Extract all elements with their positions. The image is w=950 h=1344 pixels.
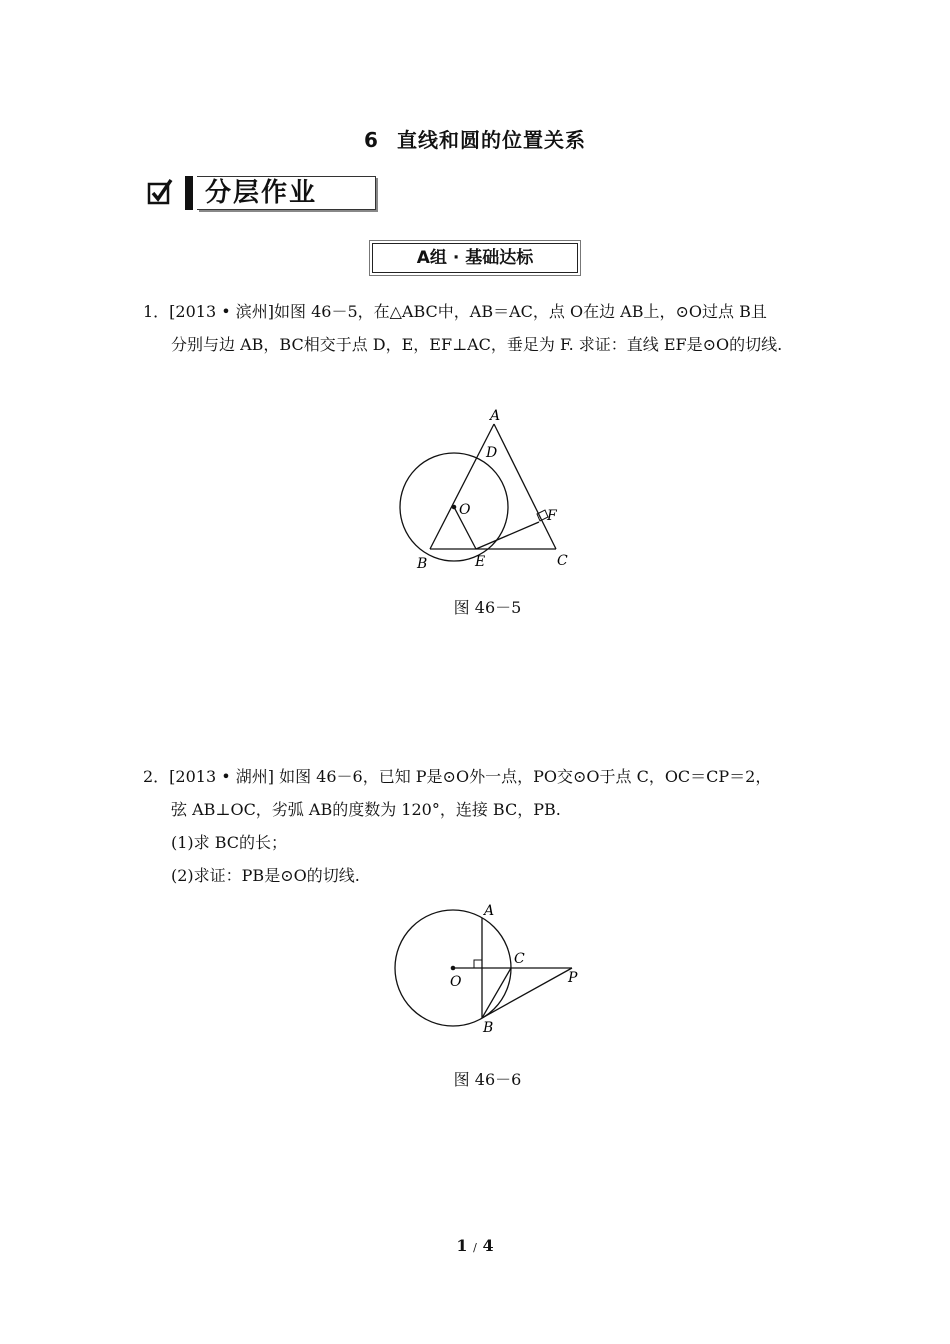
label-e: E [475, 554, 486, 570]
question-1-line1: 1．[2013 • 滨州]如图 46－5，在△ABC中，AB＝AC，点 O在边 AB上，⊙O过点 B且 [143, 302, 767, 321]
center-point-o [451, 966, 456, 971]
center-point-o [452, 505, 457, 510]
figure-46-5-caption: 图 46－5 [453, 598, 522, 617]
question-2-part2: (2)求证：PB是⊙O的切线. [171, 866, 360, 885]
label-d: D [486, 445, 498, 461]
figure-46-6-caption: 图 46－6 [453, 1070, 522, 1089]
page-separator: / [473, 1241, 477, 1254]
page-current: 1 [456, 1236, 468, 1255]
question-2 [143, 760, 843, 892]
question-2-part1: (1)求 BC的长； [171, 833, 288, 852]
section-number: 6 [364, 128, 379, 152]
page-number [0, 1236, 950, 1255]
segment-ab [430, 424, 494, 549]
label-b: B [483, 1020, 494, 1036]
segment-pb [482, 968, 572, 1018]
figure-46-5 [390, 400, 580, 575]
section-title: 直线和圆的位置关系 [396, 128, 586, 152]
label-a: A [490, 408, 501, 424]
banner-bar [185, 176, 193, 210]
label-c: C [514, 951, 525, 967]
page-title [0, 124, 950, 153]
figure-46-6 [390, 900, 590, 1040]
label-a: A [484, 903, 495, 919]
label-p: P [568, 970, 578, 986]
label-o: O [459, 502, 471, 518]
page-total: 4 [482, 1236, 494, 1255]
question-1 [143, 295, 843, 361]
right-angle-mark [474, 960, 482, 968]
group-label: A组 · 基础达标 [372, 243, 578, 273]
question-1-line2: 分别与边 AB，BC相交于点 D，E，EF⊥AC，垂足为 F. 求证：直线 EF是⊙O的切线. [171, 335, 783, 354]
label-c: C [557, 553, 568, 569]
question-2-line1: 2．[2013 • 湖州] 如图 46－6，已知 P是⊙O外一点，PO交⊙O于点 C，OC＝CP＝2， [143, 767, 772, 786]
label-f: F [547, 508, 557, 524]
segment-ef [476, 522, 539, 549]
question-2-line2: 弦 AB⊥OC，劣弧 AB的度数为 120°，连接 BC，PB. [171, 800, 561, 819]
banner-label: 分层作业 [197, 176, 376, 210]
label-o: O [450, 974, 462, 990]
label-b: B [417, 556, 428, 572]
checkbox-icon [147, 178, 173, 206]
